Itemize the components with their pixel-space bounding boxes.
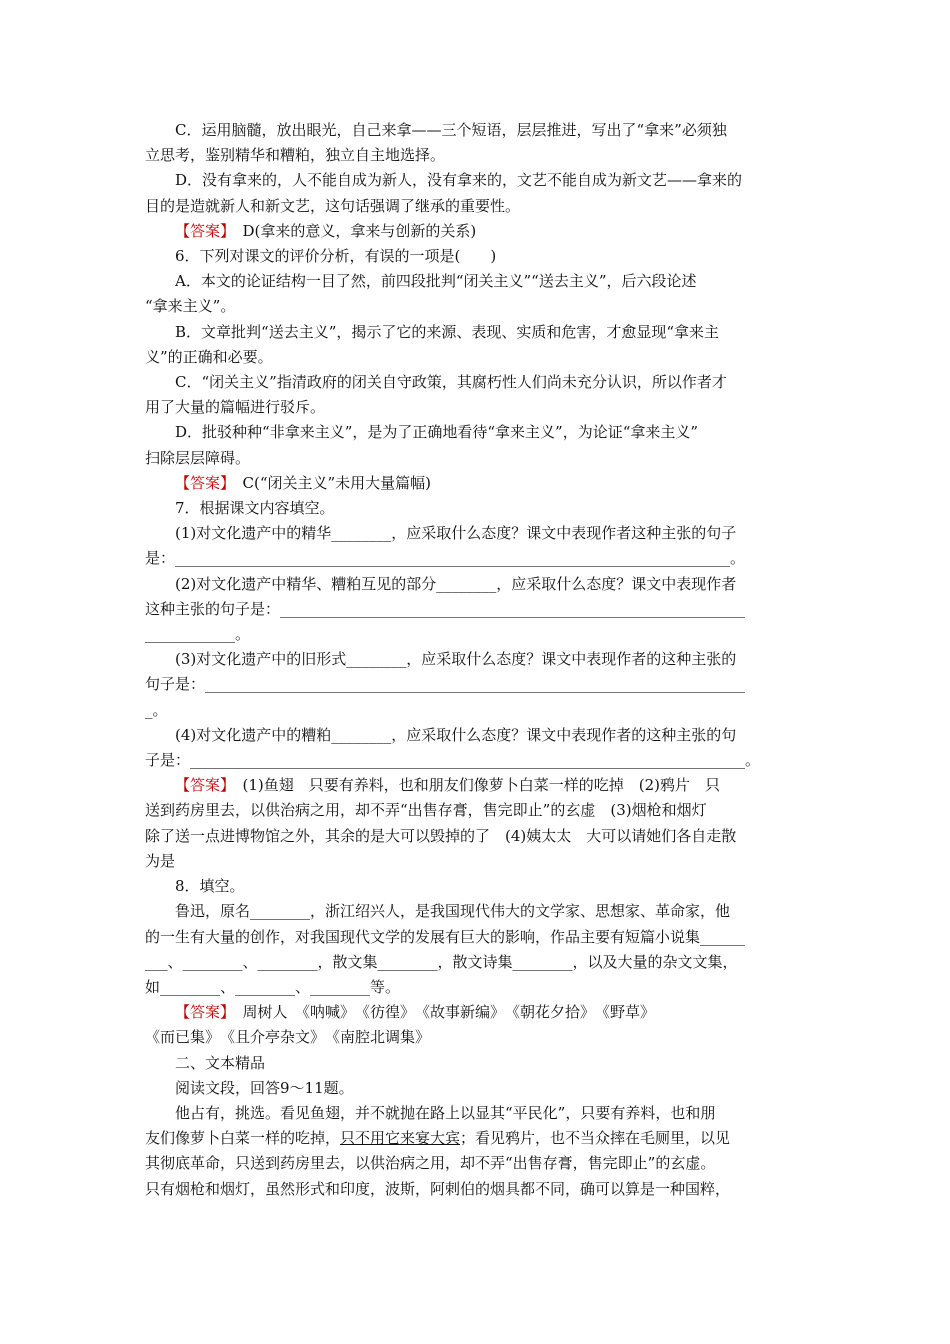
text-line: (2)对文化遗产中精华、糟粕互见的部分________，应采取什么态度？课文中表现作者 [175, 574, 737, 593]
text-line: 阅读文段，回答9～11题。 [175, 1078, 354, 1097]
answer-line [145, 471, 807, 496]
text-line: (3)对文化遗产中的旧形式________，应采取什么态度？课文中表现作者的这种主张的 [175, 650, 737, 669]
underlined-phrase: 只不用它来宴大宾 [340, 1129, 461, 1148]
document-page [145, 118, 807, 1202]
question-line: 8．填空。 [175, 877, 245, 896]
text-line: 的一生有大量的创作，对我国现代文学的发展有巨大的影响，作品主要有短篇小说集______ [145, 927, 746, 946]
text-line: 立思考，鉴别精华和糟粕，独立自主地选择。 [145, 146, 446, 165]
text-line: 如________、________、________等。 [145, 977, 401, 996]
text-line: 扫除层层障碍。 [145, 448, 251, 467]
text-line: C．“闭关主义”指清政府的闭关自守政策，其腐朽性人们尚未充分认识，所以作者才 [175, 373, 727, 392]
text-line: 是：__________________________________________________________________________。 [145, 549, 746, 568]
text-line: ___、________、________，散文集________，散文诗集________，以及大量的杂文文集， [145, 952, 738, 971]
text-line [145, 1126, 807, 1151]
answer-text: (1)鱼翅 只要有养料，也和朋友们像萝卜白菜一样的吃掉 (2)鸦片 只 [227, 776, 721, 795]
text-line: D．批驳种种“非拿来主义”，是为了正确地看待“拿来主义”，为论证“拿来主义” [175, 423, 699, 442]
answer-tag: 【答案】 [175, 776, 228, 795]
text-line: 他占有，挑选。看见鱼翅，并不就抛在路上以显其“平民化”，只要有养料，也和朋 [175, 1103, 716, 1122]
answer-text: C(“闭关主义”未用大量篇幅) [227, 473, 432, 492]
answer-text: 周树人 《呐喊》 《彷徨》 《故事新编》 《朝花夕拾》 《野草》 [227, 1003, 656, 1022]
text-line: A．本文的论证结构一目了然，前四段批判“闭关主义”“送去主义”，后六段论述 [175, 272, 697, 291]
text-line: ____________。 [145, 625, 251, 644]
answer-tag: 【答案】 [175, 221, 228, 240]
text-line: 其彻底革命，只送到药房里去，以供治病之用，却不弄“出售存膏，售完即止”的玄虚。 [145, 1154, 716, 1173]
text-line: 送到药房里去，以供治病之用，却不弄“出售存膏，售完即止”的玄虚 (3)烟枪和烟灯 [145, 801, 707, 820]
answer-line [145, 1000, 807, 1025]
text-line: 子是：__________________________________________________________________________。 [145, 751, 761, 770]
text-line: 鲁迅，原名________，浙江绍兴人，是我国现代伟大的文学家、思想家、革命家，他 [175, 902, 731, 921]
text-span: ；看见鸦片，也不当众摔在毛厕里，以见 [460, 1129, 731, 1148]
text-span: 友们像萝卜白菜一样的吃掉， [145, 1129, 341, 1148]
text-line: (4)对文化遗产中的糟粕________，应采取什么态度？课文中表现作者的这种主张的句 [175, 725, 737, 744]
answer-tag: 【答案】 [175, 1003, 228, 1022]
text-line: B．文章批判“送去主义”，揭示了它的来源、表现、实质和危害，才愈显现“拿来主 [175, 322, 720, 341]
text-line: D．没有拿来的，人不能自成为新人，没有拿来的，文艺不能自成为新文艺——拿来的 [175, 171, 743, 190]
answer-text: D(拿来的意义，拿来与创新的关系) [227, 221, 477, 240]
text-line: 这种主张的句子是：______________________________________________________________ [145, 599, 746, 618]
question-line: 7．根据课文内容填空。 [175, 499, 335, 518]
answer-line [145, 219, 807, 244]
text-line: 目的是造就新人和新文艺，这句话强调了继承的重要性。 [145, 196, 521, 215]
text-line: 用了大量的篇幅进行驳斥。 [145, 398, 326, 417]
text-line: 句子是：________________________________________________________________________ [145, 675, 746, 694]
answer-tag: 【答案】 [175, 473, 228, 492]
section-heading: 二、文本精品 [175, 1053, 266, 1072]
text-line: 除了送一点进博物馆之外，其余的是大可以毁掉的了 (4)姨太太 大可以请她们各自走散 [145, 826, 737, 845]
text-line: _。 [145, 700, 168, 719]
text-line: (1)对文化遗产中的精华________，应采取什么态度？课文中表现作者这种主张的句子 [175, 524, 737, 543]
text-line: 义”的正确和必要。 [145, 347, 273, 366]
answer-line [145, 773, 807, 798]
text-line: 为是 [145, 851, 176, 870]
question-line: 6．下列对课文的评价分析，有误的一项是( ) [175, 247, 497, 266]
text-line: C．运用脑髓，放出眼光，自己来拿——三个短语，层层推进，写出了“拿来”必须独 [175, 121, 727, 139]
text-line: 《而已集》 《且介亭杂文》 《南腔北调集》 [145, 1028, 431, 1047]
text-line: “拿来主义”。 [145, 297, 236, 316]
text-line: 只有烟枪和烟灯，虽然形式和印度，波斯，阿剌伯的烟具都不同，确可以算是一种国粹， [145, 1179, 731, 1198]
